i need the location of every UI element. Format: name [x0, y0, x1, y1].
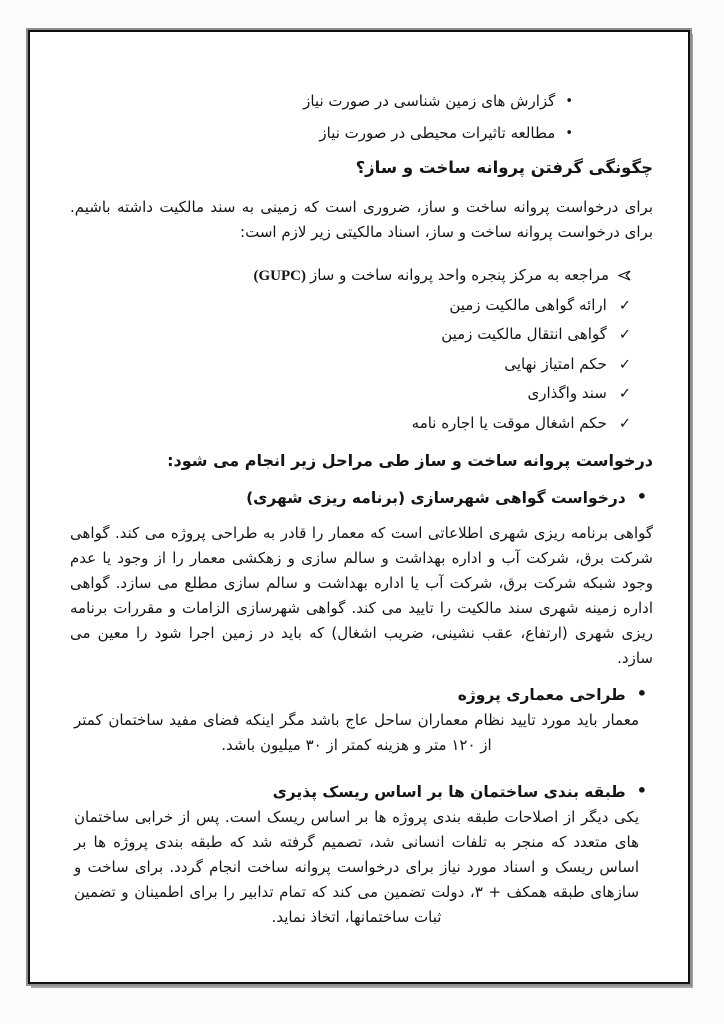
bullet-icon: • — [565, 94, 573, 109]
checklist-item — [70, 379, 631, 409]
section-body: یکی دیگر از اصلاحات طبقه بندی پروژه ها بر اساس ریسک است. پس از خرابی ساختمان های متعدد که منجر به تلفات انسانی شد، تصمیم گرفته شد که طبقه بندی پروژه ها بر اساس ریسک و اسناد مورد نیاز برای درخواست پروانه ساخت انجام گردد. برای ساخت و سازهای طبقه همکف + ۳، دولت تضمین می کند که تمام تدابیر را برای اطمینان و تضمین ثبات ساختمانها، اتخاذ نماید. — [74, 808, 640, 926]
checklist-item — [70, 291, 631, 321]
check-icon: ✓ — [618, 386, 631, 402]
section-title: طبقه بندی ساختمان ها بر اساس ریسک پذیری — [272, 783, 626, 801]
section-risk-classification — [70, 782, 653, 930]
checklist-item-text: مراجعه به مرکز پنجره واحد پروانه ساخت و ساز — [309, 266, 609, 284]
bullet-icon: • — [565, 126, 573, 141]
check-icon: ✓ — [618, 356, 631, 373]
top-bullet-list — [70, 86, 653, 150]
gupc-code: (GUPC) — [253, 268, 306, 284]
check-icon: ✓ — [618, 327, 631, 343]
arrow-bullet-icon — [618, 262, 631, 291]
section-body: گواهی برنامه ریزی شهری اطلاعاتی است که معمار را قادر به طراحی پروژه می کند. گواهی شرکت برق، شرکت آب و اداره بهداشت و سالم سازی و زهکشی معمار را از وجود یا عدم وجود شبکه شرکت برق، شرکت آب یا اداره بهداشت و سالم سازی مطلع می سازد. گواهی اداره زمینه شهری سند مالکیت را تایید می کند. گواهی شهرسازی الزامات و مقررات برنامه ریزی شهری (ارتفاع، عقب نشینی، ضریب اشغال) که باید در زمین اجرا شود را معین می سازد. — [70, 524, 653, 667]
section-title-row — [70, 685, 653, 704]
top-bullet-item — [70, 118, 573, 150]
heading-how-to-get-permit: چگونگی گرفتن پروانه ساخت و ساز؟ — [355, 158, 653, 177]
checklist-item — [70, 320, 631, 350]
section-body: معمار باید مورد تایید نظام معماران ساحل عاج باشد مگر اینکه فضای مفید ساختمان کمتر از ۱۲۰ متر و هزینه کمتر از ۳۰ میلیون باشد. — [74, 711, 639, 754]
section-urban-planning-certificate — [70, 488, 653, 671]
bullet-icon: • — [636, 781, 647, 800]
check-icon: ✓ — [618, 415, 631, 432]
checklist-item-text: حکم امتیاز نهایی — [504, 354, 607, 373]
checklist-item-text: گواهی انتقال مالکیت زمین — [441, 325, 607, 343]
top-bullet-text: مطالعه تاثیرات محیطی در صورت نیاز — [319, 124, 556, 142]
checklist-item-text: سند واگذاری — [527, 384, 607, 402]
document-page — [28, 30, 690, 984]
top-bullet-item — [70, 86, 573, 118]
bullet-icon: • — [636, 487, 647, 506]
checklist-item-gupc — [70, 261, 631, 291]
checklist-item-text: حکم اشغال موقت یا اجاره نامه — [411, 413, 607, 432]
heading-application-steps: درخواست پروانه ساخت و ساز طی مراحل زیر انجام می شود: — [167, 451, 653, 470]
checklist-item-text: ارائه گواهی مالکیت زمین — [449, 295, 607, 314]
bullet-icon: • — [636, 684, 647, 703]
section-title-row — [70, 488, 653, 507]
checklist-item — [70, 409, 631, 439]
page-content — [30, 32, 688, 982]
checklist-item — [70, 350, 631, 380]
intro-paragraph: برای درخواست پروانه ساخت و ساز، ضروری است که زمینی به سند مالکیت داشته باشیم. برای درخواست پروانه ساخت و ساز، اسناد مالکیتی زیر لازم است: — [70, 198, 653, 241]
section-title: درخواست گواهی شهرسازی (برنامه ریزی شهری) — [246, 489, 626, 507]
top-bullet-text: گزارش های زمین شناسی در صورت نیاز — [303, 92, 556, 110]
section-title-row — [70, 782, 653, 801]
section-architectural-design — [70, 685, 653, 758]
check-icon: ✓ — [618, 297, 631, 314]
required-documents-checklist — [70, 261, 653, 438]
section-title: طراحی معماری پروژه — [457, 686, 626, 704]
